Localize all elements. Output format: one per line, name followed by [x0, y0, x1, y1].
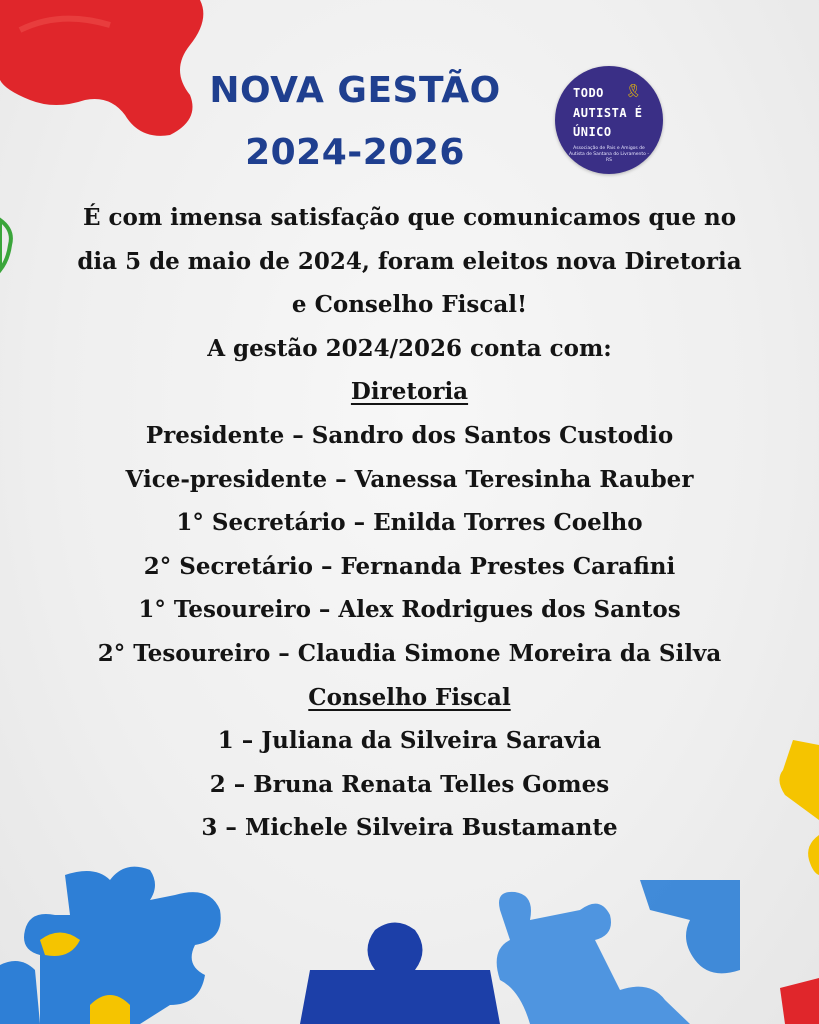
diretoria-member: 1° Tesoureiro – Alex Rodrigues dos Santos [138, 596, 681, 624]
logo-line-3: ÚNICO [573, 125, 612, 139]
intro-line: e Conselho Fiscal! [291, 291, 528, 319]
logo-line-1: TODO [573, 86, 604, 100]
conselho-heading: Conselho Fiscal [308, 683, 511, 711]
diretoria-member: Presidente – Sandro dos Santos Custodio [145, 421, 674, 449]
diretoria-heading: Diretoria [350, 378, 469, 406]
awareness-ribbon-icon: 🎗 [625, 84, 642, 99]
red-puzzle-piece-bottom-right [780, 978, 819, 1024]
diretoria-member: 1° Secretário – Enilda Torres Coelho [176, 509, 643, 537]
page-title: NOVA GESTÃO [209, 70, 501, 111]
navy-puzzle-piece-bottom-center [300, 915, 500, 1024]
diretoria-member: 2° Tesoureiro – Claudia Simone Moreira da Silva [97, 639, 722, 667]
diretoria-member: 2° Secretário – Fernanda Prestes Carafini [143, 552, 676, 580]
logo-line-2: AUTISTA É [573, 106, 643, 120]
blue-puzzle-piece-bottom-right [490, 880, 740, 1024]
intro-line: dia 5 de maio de 2024, foram eleitos nova Diretoria [77, 247, 742, 275]
conselho-member: 3 – Michele Silveira Bustamante [201, 814, 618, 842]
logo-subtitle: Associação de Pais e Amigos de Autista de Santana do Livramento - RS [569, 146, 649, 163]
intro-line: É com imensa satisfação que comunicamos que no [82, 204, 737, 231]
intro-line: A gestão 2024/2026 conta com: [207, 334, 612, 362]
page-title-years: 2024-2026 [245, 132, 465, 173]
blue-puzzle-piece-bottom-left [0, 855, 230, 1024]
announcement-body [20, 196, 799, 850]
green-puzzle-piece-left [0, 215, 14, 275]
conselho-member: 2 – Bruna Renata Telles Gomes [209, 770, 610, 798]
association-logo [555, 66, 663, 174]
red-puzzle-piece-top-left [0, 0, 215, 140]
conselho-member: 1 – Juliana da Silveira Saravia [217, 727, 602, 755]
diretoria-member: Vice-presidente – Vanessa Teresinha Rauber [125, 465, 694, 493]
